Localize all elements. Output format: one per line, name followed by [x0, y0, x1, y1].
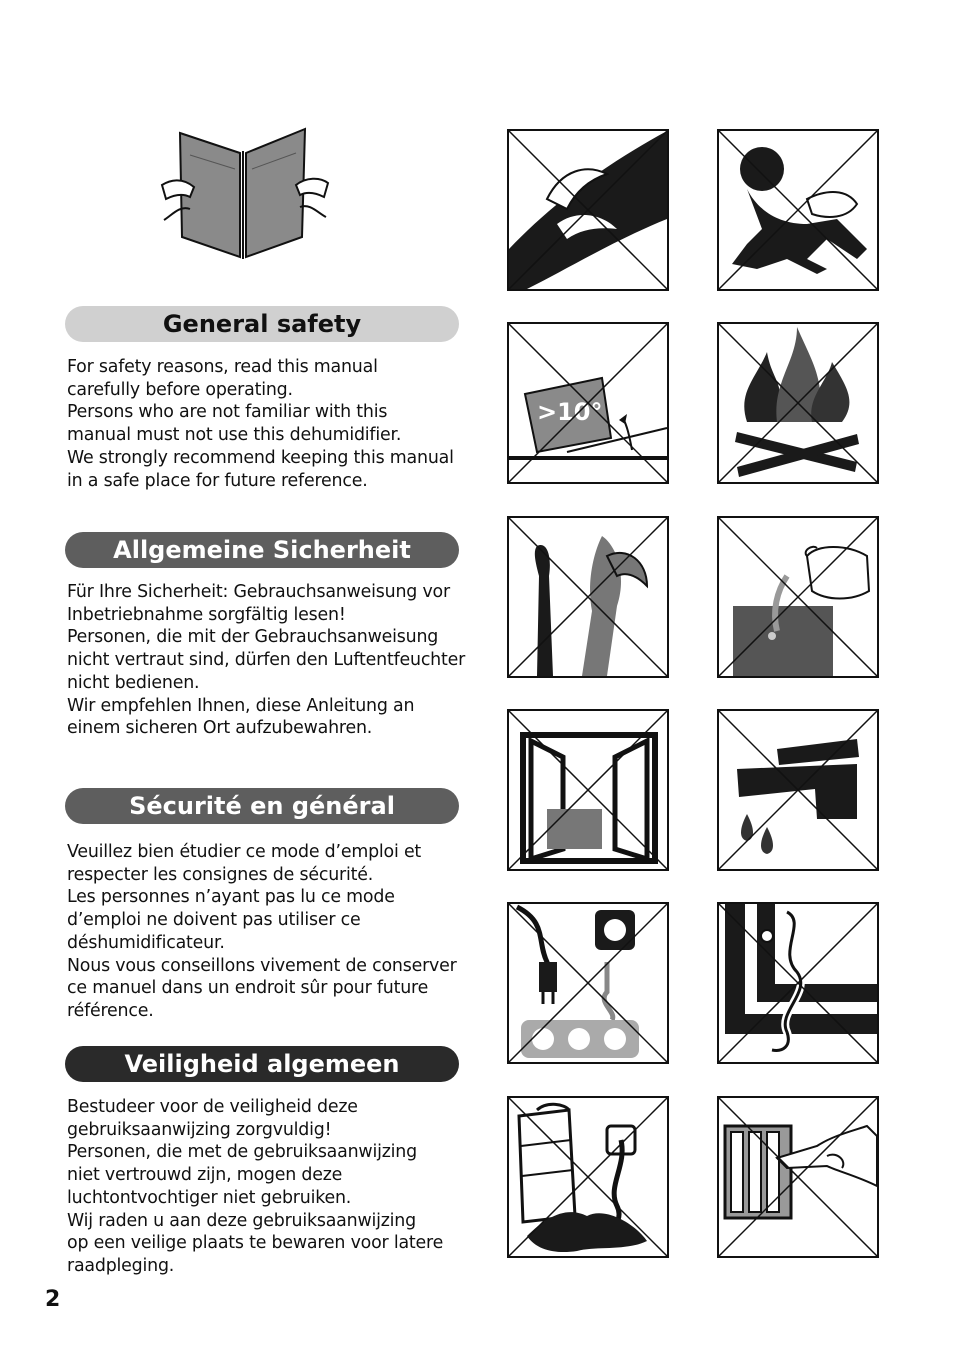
no-open-window-icon: [507, 709, 669, 871]
no-power-strip-icon: [507, 902, 669, 1064]
no-tools-icon: [507, 516, 669, 678]
no-hot-surface-icon: [507, 129, 669, 291]
section-title-allgemeine-sicherheit: Allgemeine Sicherheit: [65, 532, 459, 568]
no-tilt-icon: [507, 322, 669, 484]
section-text-allgemeine-sicherheit: Für Ihre Sicherheit: Gebrauchsanweisung vor Inbetriebnahme sorgfältig lesen! Personen, die mit der Gebrauchsanweisung nicht vertraut sind, dürfen den Luftentfeuchter nicht bedienen. Wir empfehlen Ihnen, diese Anleitung an einem sicheren Ort aufzubewahren.: [67, 582, 466, 739]
open-manual-icon: [160, 125, 330, 260]
no-tap-water-icon: [717, 709, 879, 871]
tilt-label: >10°: [537, 398, 603, 426]
section-text-securite-en-general: Veuillez bien étudier ce mode d’emploi et respecter les consignes de sécurité. Les personnes n’ayant pas lu ce mode d’emploi ne doivent pas utiliser ce déshumidificateur. Nous vous conseillons vivement de conserver ce manuel dans un endroit sûr pour future référence.: [67, 842, 457, 1021]
page-number: 2: [45, 1287, 61, 1312]
no-cable-under-door-icon: [717, 902, 879, 1064]
section-title-general-safety: General safety: [65, 306, 459, 342]
section-text-general-safety: For safety reasons, read this manual carefully before operating. Persons who are not familiar with this manual must not use this dehumidifier. We strongly recommend keeping this manual in a safe place for future reference.: [67, 357, 454, 491]
section-title-veiligheid-algemeen: Veiligheid algemeen: [65, 1046, 459, 1082]
no-pour-water-icon: [717, 516, 879, 678]
no-children-icon: [717, 129, 879, 291]
no-fire-icon: [717, 322, 879, 484]
no-spill-near-outlet-icon: [507, 1096, 669, 1258]
section-title-securite-en-general: Sécurité en général: [65, 788, 459, 824]
section-text-veiligheid-algemeen: Bestudeer voor de veiligheid deze gebruiksaanwijzing zorgvuldig! Personen, die met de gebruiksaanwijzing niet vertrouwd zijn, mogen deze luchtontvochtiger niet gebruiken. Wij raden u aan deze gebruiksaanwijzing op een veilige plaats te bewaren voor latere raadpleging.: [67, 1097, 444, 1276]
no-blocking-grille-icon: [717, 1096, 879, 1258]
